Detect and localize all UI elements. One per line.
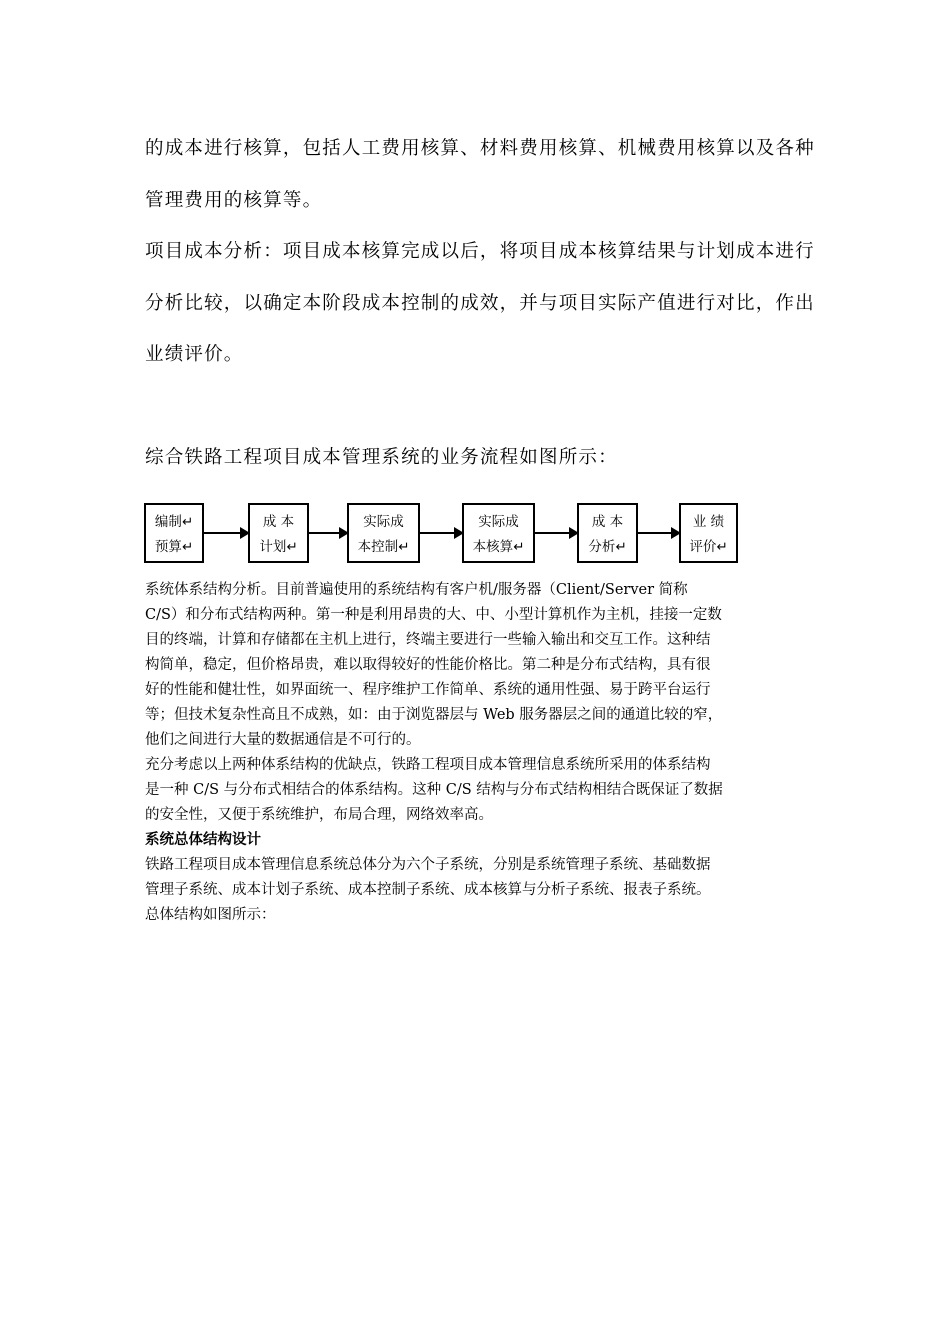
flow-box-line: 计划↵ — [259, 539, 298, 555]
flow-arrow — [420, 532, 462, 534]
flow-arrow — [638, 532, 679, 534]
body-line: 管理子系统、成本计划子系统、成本控制子系统、成本核算与分析子系统、报表子系统。 — [145, 882, 711, 898]
intro-line: 分析比较，以确定本阶段成本控制的成效，并与项目实际产值进行对比，作出 — [145, 293, 815, 314]
section-heading: 系统总体结构设计 — [145, 832, 261, 848]
flow-box-line: 编制↵ — [154, 514, 194, 530]
flow-box-line: 成 本 — [591, 514, 624, 530]
body-line: 充分考虑以上两种体系结构的优缺点，铁路工程项目成本管理信息系统所采用的体系结构 — [145, 757, 711, 773]
flow-box-line: 成 本 — [262, 514, 295, 530]
body-line: 铁路工程项目成本管理信息系统总体分为六个子系统，分别是系统管理子系统、基础数据 — [145, 857, 711, 873]
flow-box-line: 实际成 — [478, 514, 519, 530]
flow-box-budget — [144, 503, 204, 563]
body-text — [145, 578, 815, 928]
intro-line: 业绩评价。 — [145, 344, 244, 365]
body-line: 是一种 C/S 与分布式相结合的体系结构。这种 C/S 结构与分布式结构相结合既保证了数据 — [145, 782, 723, 798]
flow-arrow — [535, 532, 577, 534]
flow-box-line: 本控制↵ — [357, 539, 410, 555]
body-line: 他们之间进行大量的数据通信是不可行的。 — [145, 732, 421, 748]
flow-box-line: 本核算↵ — [472, 539, 525, 555]
body-line: 系统体系结构分析。目前普遍使用的系统结构有客户机/服务器（Client/Server 简称 — [145, 582, 688, 598]
body-line: C/S）和分布式结构两种。第一种是利用昂贵的大、中、小型计算机作为主机，挂接一定数 — [145, 607, 722, 623]
flow-arrow — [204, 532, 248, 534]
body-line: 目的终端，计算和存储都在主机上进行，终端主要进行一些输入输出和交互工作。这种结 — [145, 632, 711, 648]
flow-caption: 综合铁路工程项目成本管理系统的业务流程如图所示： — [145, 447, 618, 468]
flow-box-control — [347, 503, 420, 563]
intro-line: 的成本进行核算，包括人工费用核算、材料费用核算、机械费用核算以及各种 — [145, 138, 815, 159]
flow-box-accounting — [462, 503, 535, 563]
flow-box-line: 预算↵ — [154, 539, 194, 555]
flow-box-evaluation — [679, 503, 738, 563]
body-line: 的安全性，又便于系统维护，布局合理，网络效率高。 — [145, 807, 493, 823]
body-line: 好的性能和健壮性，如界面统一、程序维护工作简单、系统的通用性强、易于跨平台运行 — [145, 682, 711, 698]
flow-box-analysis — [577, 503, 638, 563]
intro-line: 项目成本分析：项目成本核算完成以后，将项目成本核算结果与计划成本进行 — [145, 241, 815, 262]
intro-line: 管理费用的核算等。 — [145, 190, 323, 211]
body-line: 等；但技术复杂性高且不成熟，如：由于浏览器层与 Web 服务器层之间的通道比较的窄， — [145, 707, 723, 723]
flow-box-line: 评价↵ — [689, 539, 728, 555]
body-line: 构简单，稳定，但价格昂贵，难以取得较好的性能价格比。第二种是分布式结构，具有很 — [145, 657, 711, 673]
flow-box-line: 业 绩 — [692, 514, 725, 530]
flow-box-line: 分析↵ — [588, 539, 627, 555]
business-flow-diagram — [144, 503, 744, 565]
body-line: 总体结构如图所示： — [145, 907, 276, 923]
flow-box-line: 实际成 — [363, 514, 404, 530]
flow-box-plan — [248, 503, 309, 563]
flow-arrow — [309, 532, 347, 534]
